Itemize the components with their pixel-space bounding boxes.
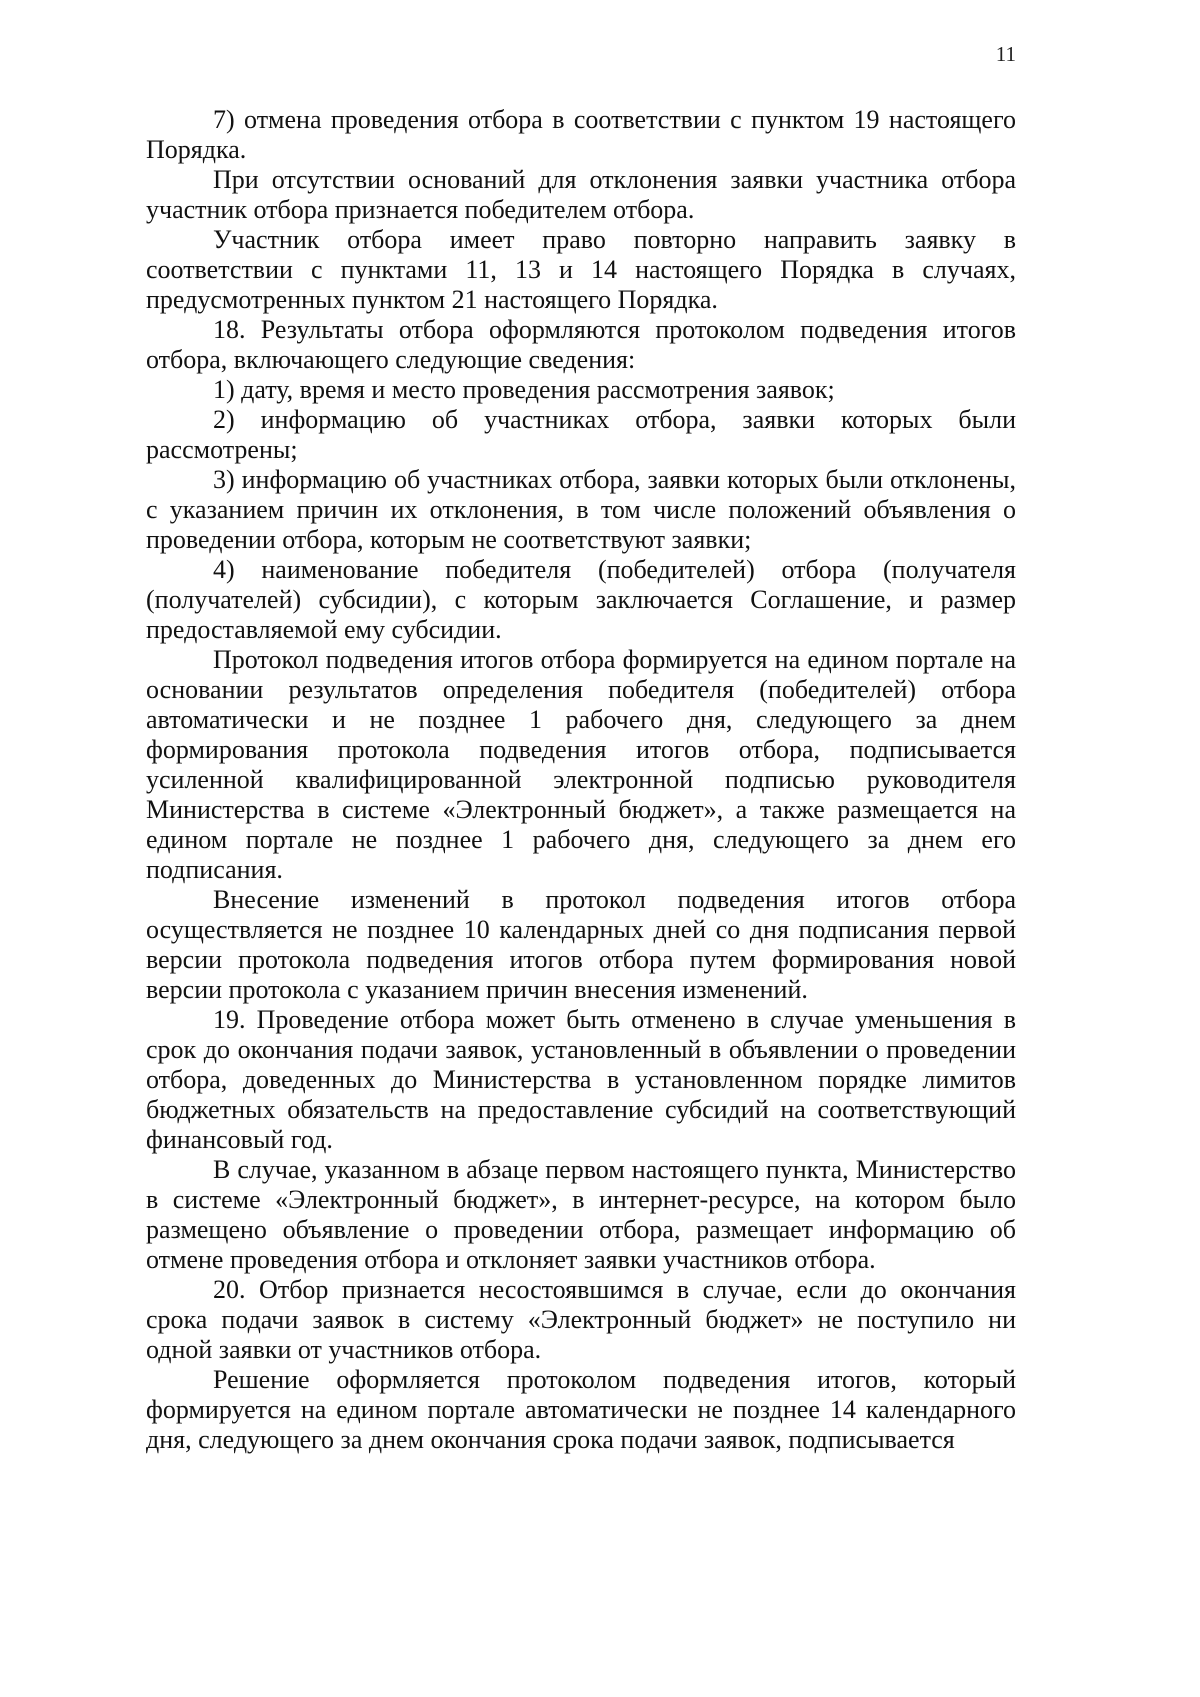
paragraph-protocol-changes: Внесение изменений в протокол подведения итогов отбора осуществляется не позднее 10 календарных дней со дня подписания первой версии протокола подведения итогов отбора путем формирования новой версии протокола с указанием причин внесения изменений. xyxy=(146,885,1016,1004)
paragraph-resubmission-right: Участник отбора имеет право повторно направить заявку в соответствии с пунктами 11, 13 и 14 настоящего Порядка в случаях, предусмотренных пунктом 21 настоящего Порядка. xyxy=(146,225,1016,314)
paragraph-19-cancellation: 19. Проведение отбора может быть отменено в случае уменьшения в срок до окончания подачи заявок, установленный в объявлении о проведении отбора, доведенных до Министерства в установленном порядке лимитов бюджетных обязательств на предоставление субсидий на соответствующий финансовый год. xyxy=(146,1005,1016,1154)
page-number: 11 xyxy=(995,42,1016,66)
paragraph-18-results-protocol: 18. Результаты отбора оформляются протоколом подведения итогов отбора, включающего следующие сведения: xyxy=(146,315,1016,374)
paragraph-list-item-4: 4) наименование победителя (победителей) отбора (получателя (получателей) субсидии), с которым заключается Соглашение, и размер предоставляемой ему субсидии. xyxy=(146,555,1016,644)
paragraph-winner-recognition: При отсутствии оснований для отклонения заявки участника отбора участник отбора признается победителем отбора. xyxy=(146,165,1016,224)
paragraph-20-failed-selection: 20. Отбор признается несостоявшимся в случае, если до окончания срока подачи заявок в систему «Электронный бюджет» не поступило ни одной заявки от участников отбора. xyxy=(146,1275,1016,1364)
paragraph-item-7-cancellation: 7) отмена проведения отбора в соответствии с пунктом 19 настоящего Порядка. xyxy=(146,105,1016,164)
document-body xyxy=(146,105,1016,1455)
paragraph-decision-protocol: Решение оформляется протоколом подведения итогов, который формируется на едином портале автоматически не позднее 14 календарного дня, следующего за днем окончания срока подачи заявок, подписывается xyxy=(146,1365,1016,1454)
paragraph-list-item-2: 2) информацию об участниках отбора, заявки которых были рассмотрены; xyxy=(146,405,1016,464)
paragraph-list-item-3: 3) информацию об участниках отбора, заявки которых были отклонены, с указанием причин их отклонения, в том числе положений объявления о проведении отбора, которым не соответствуют заявки; xyxy=(146,465,1016,554)
paragraph-list-item-1: 1) дату, время и место проведения рассмотрения заявок; xyxy=(213,375,835,404)
paragraph-protocol-formation: Протокол подведения итогов отбора формируется на едином портале на основании результатов определения победителя (победителей) отбора автоматически и не позднее 1 рабочего дня, следующего за днем формирования протокола подведения итогов отбора, подписывается усиленной квалифицированной электронной подписью руководителя Министерства в системе «Электронный бюджет», а также размещается на едином портале не позднее 1 рабочего дня, следующего за днем его подписания. xyxy=(146,645,1016,884)
paragraph-cancellation-notice: В случае, указанном в абзаце первом настоящего пункта, Министерство в системе «Электронный бюджет», в интернет-ресурсе, на котором было размещено объявление о проведении отбора, размещает информацию об отмене проведения отбора и отклоняет заявки участников отбора. xyxy=(146,1155,1016,1274)
